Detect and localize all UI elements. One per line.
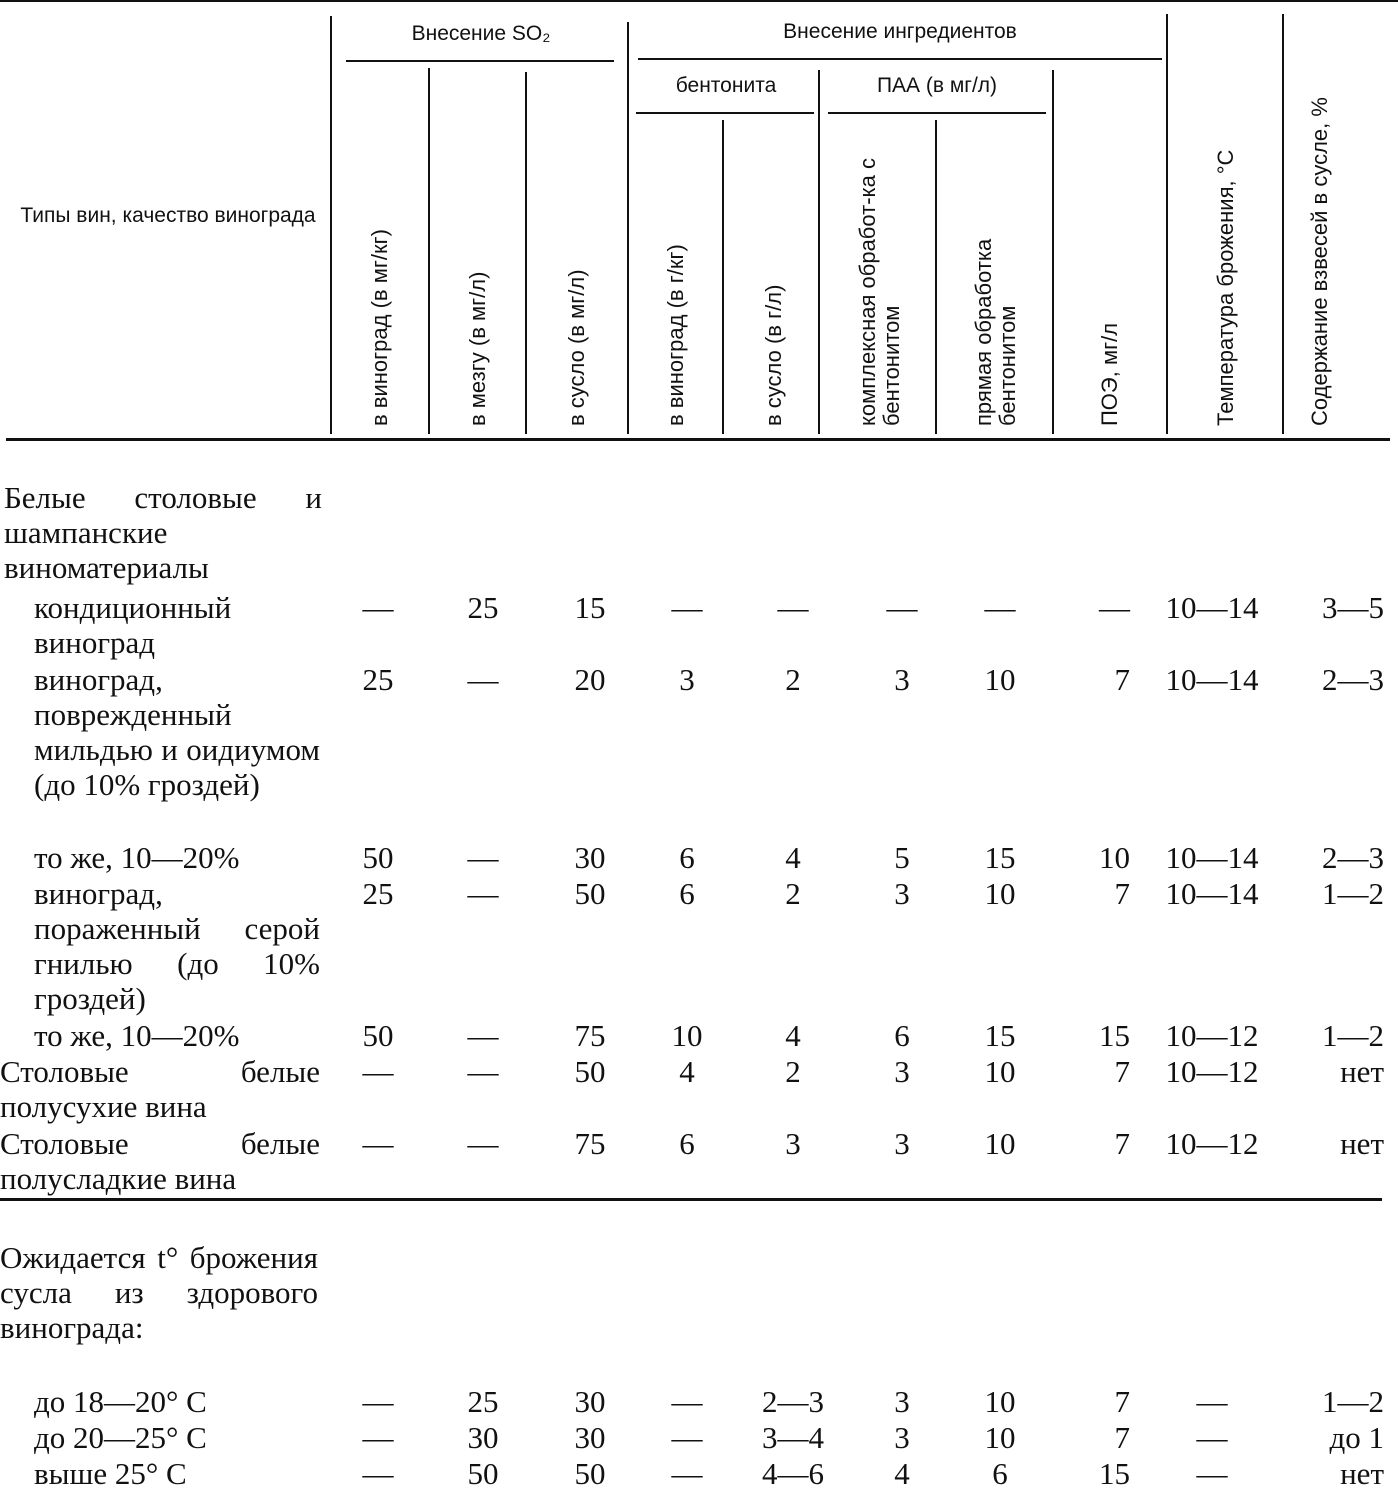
table-cell: 25 — [362, 662, 394, 697]
table-cell: 30 — [574, 1420, 606, 1455]
col-divider — [627, 22, 629, 434]
table-cell: — — [1196, 1420, 1228, 1455]
section-title: Белые столовые и шампанские виноматериалы — [4, 480, 322, 585]
table-cell: 1—2 — [1322, 1018, 1384, 1053]
col-divider — [330, 16, 332, 434]
table-cell: 10 — [984, 662, 1016, 697]
table-cell: 6 — [679, 876, 695, 911]
row-label: то же, 10—20% — [34, 1018, 240, 1053]
table-cell: 10—12 — [1165, 1126, 1259, 1161]
table-cell: 10 — [984, 1126, 1016, 1161]
col-header-poe: ПОЭ, мг/л — [1097, 322, 1122, 426]
table-cell: — — [362, 1420, 394, 1455]
table-cell: 15 — [574, 590, 606, 625]
subgroup-rule-bentonite — [636, 112, 814, 114]
header-bottom-rule — [6, 438, 1390, 441]
table-cell: 50 — [574, 1054, 606, 1089]
table-cell: 50 — [574, 876, 606, 911]
table-cell: нет — [1340, 1054, 1384, 1089]
table-cell: — — [671, 1420, 703, 1455]
table-cell: — — [777, 590, 809, 625]
table-cell: 3 — [894, 1420, 910, 1455]
col-header-so2-pulp: в мезгу (в мг/л) — [465, 271, 490, 426]
table-cell: 10 — [1099, 840, 1130, 875]
row-label: Столовые белые полусладкие вина — [0, 1126, 320, 1196]
table-cell: 3 — [894, 1126, 910, 1161]
table-cell: 6 — [679, 840, 695, 875]
subgroup-header-bentonite: бентонита — [675, 74, 777, 97]
col-header-paa-direct — [972, 176, 1020, 426]
row-label: Столовые белые полусухие вина — [0, 1054, 320, 1124]
col-divider — [818, 70, 820, 434]
col-header-so2-must: в сусло (в мг/л) — [564, 269, 589, 426]
subgroup-rule-paa — [828, 112, 1046, 114]
table-cell: до 1 — [1329, 1420, 1384, 1455]
table-cell: — — [467, 1126, 499, 1161]
table-cell: 2 — [785, 662, 801, 697]
subgroup-header-paa: ПАА (в мг/л) — [876, 74, 998, 97]
table-cell: 2—3 — [1322, 662, 1384, 697]
table-cell: 10—12 — [1165, 1018, 1259, 1053]
table-cell: 4 — [894, 1456, 910, 1491]
table-cell: нет — [1340, 1456, 1384, 1491]
table-cell: 7 — [1114, 876, 1130, 911]
col-header-so2-grapes: в виноград (в мг/кг) — [367, 229, 392, 426]
table-cell: 10 — [984, 1054, 1016, 1089]
col-header-paa-direct-text: прямая обработка бентонитом — [971, 238, 1020, 426]
table-cell: 3 — [785, 1126, 801, 1161]
row-label: до 20—25° С — [34, 1420, 207, 1455]
row-label: кондиционный виноград — [34, 590, 232, 660]
group-header-so2: Внесение SO₂ — [411, 22, 551, 45]
top-rule — [0, 0, 1398, 2]
group-rule-ingredients — [638, 58, 1162, 60]
col-divider — [1166, 14, 1168, 434]
table-cell: 3 — [894, 1384, 910, 1419]
table-cell: — — [362, 1456, 394, 1491]
table-cell: — — [886, 590, 918, 625]
row-label: виноград, поврежденный мильдью и оидиумом (до 10% гроздей) — [34, 662, 320, 802]
table-cell: — — [984, 590, 1016, 625]
col-divider — [935, 120, 937, 434]
group-rule-so2 — [346, 60, 614, 62]
table-cell: — — [362, 1126, 394, 1161]
table-cell: — — [467, 876, 499, 911]
table-cell: 4—6 — [762, 1456, 824, 1491]
table-cell: — — [671, 1384, 703, 1419]
table-cell: — — [467, 662, 499, 697]
table-cell: 10 — [671, 1018, 703, 1053]
row-label: виноград, пораженный серой гнилью (до 10% гроздей) — [34, 876, 320, 1016]
table-cell: 7 — [1114, 1126, 1130, 1161]
table-cell: 10 — [984, 1384, 1016, 1419]
table-cell: 30 — [467, 1420, 499, 1455]
table-cell: — — [1099, 590, 1130, 625]
table-cell: 30 — [574, 840, 606, 875]
table-cell: 2 — [785, 876, 801, 911]
table-cell: — — [1196, 1384, 1228, 1419]
table-cell: 25 — [362, 876, 394, 911]
table-cell: 10—14 — [1165, 876, 1259, 911]
table-cell: 25 — [467, 1384, 499, 1419]
table-cell: 3 — [894, 876, 910, 911]
table-cell: 1—2 — [1322, 1384, 1384, 1419]
col-header-bentonite-grapes: в виноград (в г/кг) — [663, 244, 688, 426]
table-cell: — — [671, 1456, 703, 1491]
table-cell: 2 — [785, 1054, 801, 1089]
table-cell: — — [467, 1018, 499, 1053]
table-cell: 1—2 — [1322, 876, 1384, 911]
table-cell: 30 — [574, 1384, 606, 1419]
table-cell: 75 — [574, 1126, 606, 1161]
table-cell: 10—14 — [1165, 840, 1259, 875]
col-header-sediment-text: Содержание взвесей в сусле, % — [1307, 97, 1332, 426]
table-cell: 3—4 — [762, 1420, 824, 1455]
row-label: выше 25° С — [34, 1456, 187, 1491]
table-cell: 5 — [894, 840, 910, 875]
row-label: до 18—20° С — [34, 1384, 207, 1419]
table-cell: 15 — [1099, 1456, 1130, 1491]
table-cell: 50 — [467, 1456, 499, 1491]
table-cell: 20 — [574, 662, 606, 697]
col-divider — [428, 68, 430, 434]
col-header-temperature: Температура брожения, °С — [1213, 149, 1238, 426]
table-cell: — — [1196, 1456, 1228, 1491]
col-divider — [525, 72, 527, 434]
section-divider — [0, 1198, 1382, 1201]
col-divider — [1052, 70, 1054, 434]
table-cell: 75 — [574, 1018, 606, 1053]
col-divider — [1282, 14, 1284, 434]
col-header-paa-complex-text: комплексная обработ-ка с бентонитом — [855, 157, 904, 426]
table-cell: 10—14 — [1165, 662, 1259, 697]
table-cell: 15 — [984, 840, 1016, 875]
table-cell: 10—12 — [1165, 1054, 1259, 1089]
table-cell: 7 — [1114, 1384, 1130, 1419]
table-cell: 6 — [992, 1456, 1008, 1491]
table-cell: 4 — [679, 1054, 695, 1089]
stub-header: Типы вин, качество винограда — [20, 204, 316, 227]
table-cell: 3—5 — [1322, 590, 1384, 625]
table-cell: — — [467, 840, 499, 875]
table-cell: 50 — [574, 1456, 606, 1491]
table-cell: 10 — [984, 1420, 1016, 1455]
table-cell: 10—14 — [1165, 590, 1259, 625]
table-cell: 7 — [1114, 1420, 1130, 1455]
group-header-ingredients: Внесение ингредиентов — [783, 20, 1017, 43]
col-header-paa-complex — [856, 126, 904, 426]
table-cell: — — [362, 590, 394, 625]
table-cell: 4 — [785, 1018, 801, 1053]
table-cell: 6 — [679, 1126, 695, 1161]
table-cell: 2—3 — [1322, 840, 1384, 875]
table-cell: 6 — [894, 1018, 910, 1053]
col-divider — [722, 120, 724, 434]
col-header-bentonite-must: в сусло (в г/л) — [761, 284, 786, 426]
col-header-sediment — [1308, 16, 1332, 426]
table-cell: 15 — [984, 1018, 1016, 1053]
row-label: то же, 10—20% — [34, 840, 240, 875]
table-cell: — — [362, 1384, 394, 1419]
table-cell: 3 — [894, 1054, 910, 1089]
table-cell: 50 — [362, 840, 394, 875]
table-cell: 3 — [894, 662, 910, 697]
table-cell: 15 — [1099, 1018, 1130, 1053]
table-cell: 4 — [785, 840, 801, 875]
table-cell: 10 — [984, 876, 1016, 911]
section-title: Ожидается t° брожения сусла из здорового винограда: — [0, 1240, 318, 1345]
table-cell: — — [362, 1054, 394, 1089]
table-cell: — — [671, 590, 703, 625]
table-cell: нет — [1340, 1126, 1384, 1161]
table-cell: 7 — [1114, 662, 1130, 697]
table-cell: 3 — [679, 662, 695, 697]
table-cell: 50 — [362, 1018, 394, 1053]
table-cell: 25 — [467, 590, 499, 625]
table-cell: 2—3 — [762, 1384, 824, 1419]
table-cell: — — [467, 1054, 499, 1089]
table-cell: 7 — [1114, 1054, 1130, 1089]
